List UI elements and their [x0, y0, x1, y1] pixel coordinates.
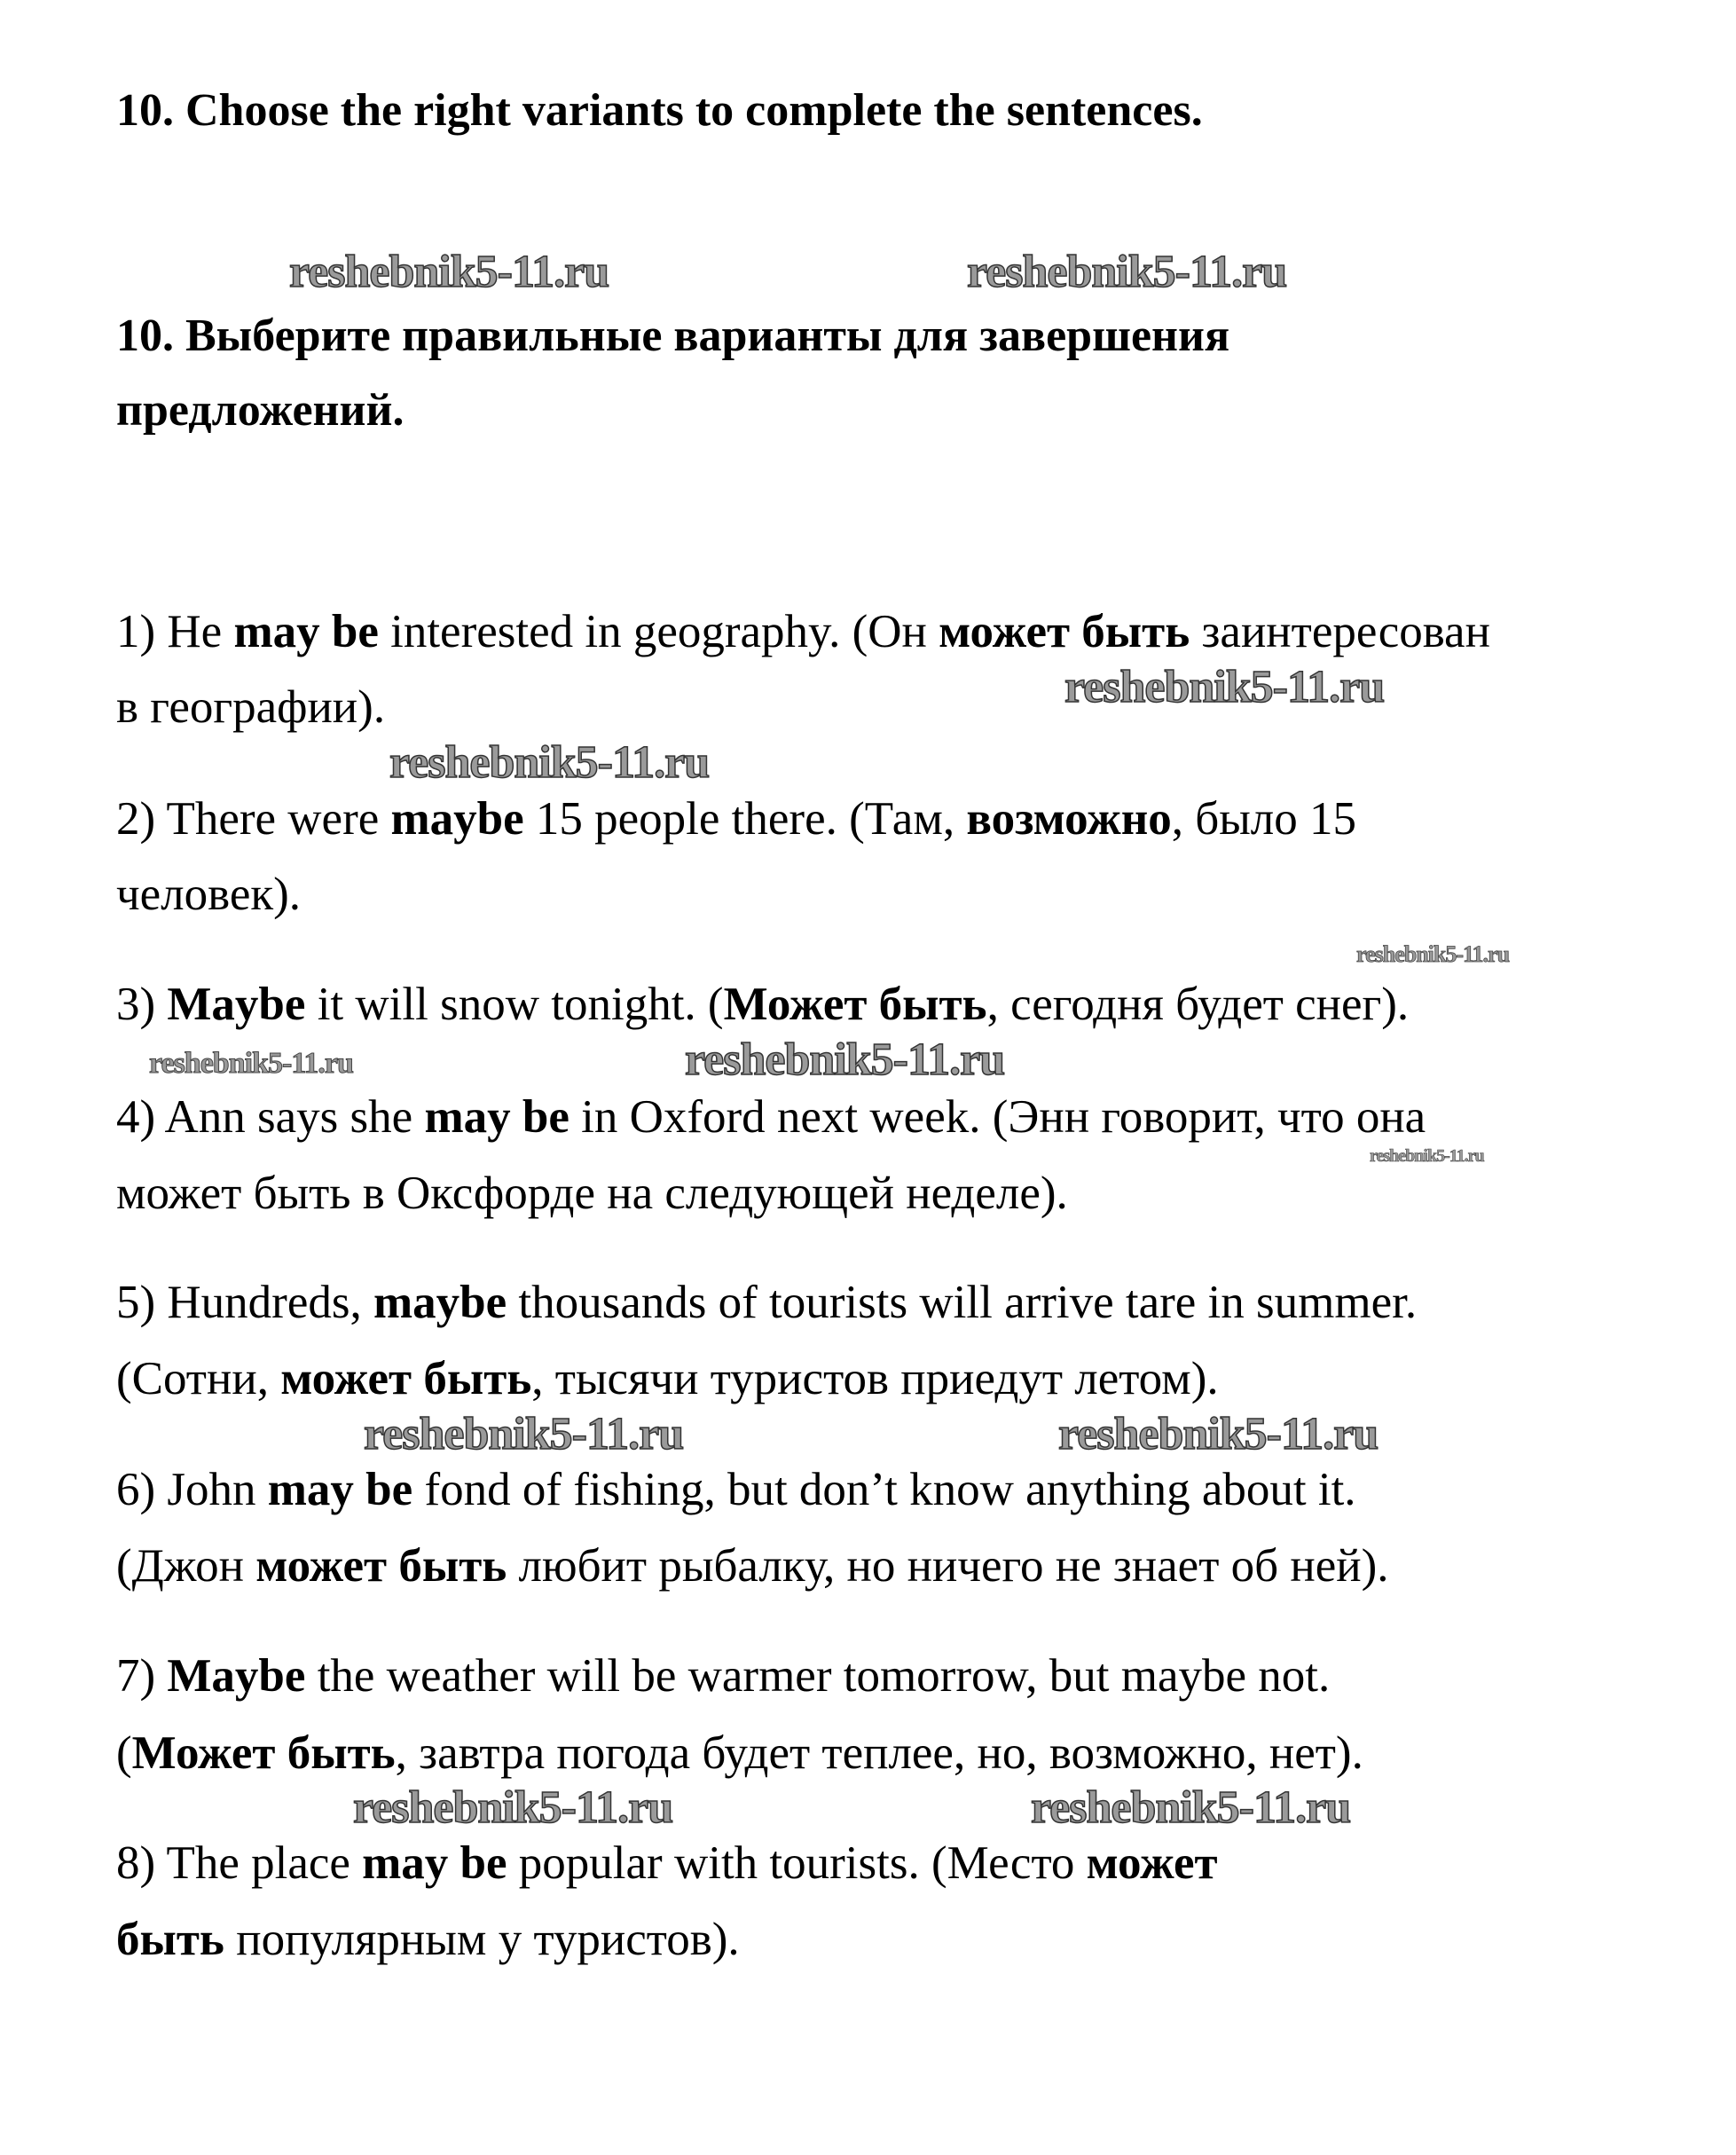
text-segment: ( [116, 1727, 132, 1779]
highlighted-phrase: быть [116, 1914, 224, 1965]
sentence-line [116, 791, 1356, 846]
text-segment: , тысячи туристов приедут летом). [531, 1353, 1219, 1404]
text-segment: 4) Ann says she [116, 1091, 425, 1143]
watermark: reshebnik5-11.ru [149, 1047, 353, 1080]
text-segment: заинтересован [1190, 606, 1490, 657]
highlighted-phrase: может быть [939, 606, 1190, 657]
watermark: reshebnik5-11.ru [1356, 941, 1510, 967]
sentence-line [116, 867, 301, 922]
text-segment: 15 people there. (Там, [523, 793, 967, 845]
text-segment: it will snow tonight. ( [305, 979, 724, 1030]
text-segment: 5) Hundreds, [116, 1277, 373, 1328]
watermark: reshebnik5-11.ru [1370, 1146, 1484, 1166]
text-segment: , завтра погода будет теплее, но, возможно, нет). [395, 1727, 1363, 1779]
watermark: reshebnik5-11.ru [1031, 1782, 1351, 1833]
watermark: reshebnik5-11.ru [289, 247, 609, 297]
highlighted-phrase: может быть [255, 1540, 507, 1592]
text-segment: любит рыбалку, но ничего не знает об ней). [507, 1540, 1389, 1592]
watermark: reshebnik5-11.ru [353, 1782, 673, 1833]
text-segment: в географии). [116, 681, 386, 733]
highlighted-phrase: Может быть [723, 979, 987, 1030]
text-segment: человек). [116, 869, 302, 920]
text-segment: 8) The place [116, 1837, 363, 1889]
sentence-line [116, 1726, 1363, 1781]
exercise-heading-en: 10. Choose the right variants to complete the sentences. [116, 85, 1203, 136]
sentence-line [116, 1462, 1356, 1517]
watermark: reshebnik5-11.ru [389, 737, 710, 788]
highlighted-phrase: maybe [390, 793, 524, 845]
text-segment: in Oxford next week. (Энн говорит, что она [569, 1091, 1426, 1143]
highlighted-phrase: may be [424, 1091, 570, 1143]
sentence-line [116, 1836, 1218, 1891]
highlighted-phrase: may be [362, 1837, 507, 1889]
sentence-line [116, 1538, 1389, 1593]
sentence-line [116, 1912, 740, 1967]
highlighted-phrase: Maybe [167, 979, 306, 1030]
text-segment: 1) He [116, 606, 234, 657]
text-segment: популярным у туристов). [224, 1914, 740, 1965]
sentence-line [116, 1648, 1330, 1703]
exercise-heading-ru: 10. Выберите правильные варианты для завершения [116, 311, 1230, 361]
watermark: reshebnik5-11.ru [364, 1409, 684, 1459]
highlighted-phrase: maybe [373, 1277, 507, 1328]
text-segment: , было 15 [1171, 793, 1357, 845]
sentence-line [116, 604, 1490, 659]
text-segment: может быть в Оксфорде на следующей неделе). [116, 1168, 1068, 1219]
text-segment: 3) [116, 979, 168, 1030]
highlighted-phrase: may be [233, 606, 379, 657]
text-segment: (Сотни, [116, 1353, 281, 1404]
text-segment: 6) John [116, 1464, 268, 1515]
highlighted-phrase: Maybe [167, 1650, 306, 1702]
text-segment: , сегодня будет снег). [986, 979, 1410, 1030]
text-segment: fond of fishing, but don’t know anything about it. [412, 1464, 1356, 1515]
highlighted-phrase: возможно [966, 793, 1172, 845]
text-segment: popular with tourists. (Место [507, 1837, 1087, 1889]
text-segment: 7) [116, 1650, 168, 1702]
exercise-heading-ru-cont: предложений. [116, 385, 405, 436]
watermark: reshebnik5-11.ru [967, 247, 1287, 297]
sentence-line [116, 1351, 1219, 1406]
highlighted-phrase: may be [267, 1464, 413, 1515]
highlighted-phrase: может быть [280, 1353, 532, 1404]
text-segment: interested in geography. (Он [378, 606, 939, 657]
highlighted-phrase: может [1086, 1837, 1218, 1889]
text-segment: the weather will be warmer tomorrow, but maybe not. [305, 1650, 1331, 1702]
text-segment: 2) There were [116, 793, 391, 845]
highlighted-phrase: Может быть [131, 1727, 396, 1779]
sentence-line [116, 1275, 1417, 1330]
watermark: reshebnik5-11.ru [1064, 662, 1385, 712]
watermark: reshebnik5-11.ru [685, 1034, 1005, 1085]
sentence-line [116, 977, 1409, 1032]
text-segment: (Джон [116, 1540, 256, 1592]
text-segment: thousands of tourists will arrive tare in summer. [507, 1277, 1418, 1328]
sentence-line [116, 680, 385, 735]
sentence-line [116, 1166, 1068, 1221]
sentence-line [116, 1089, 1426, 1144]
watermark: reshebnik5-11.ru [1058, 1409, 1379, 1459]
